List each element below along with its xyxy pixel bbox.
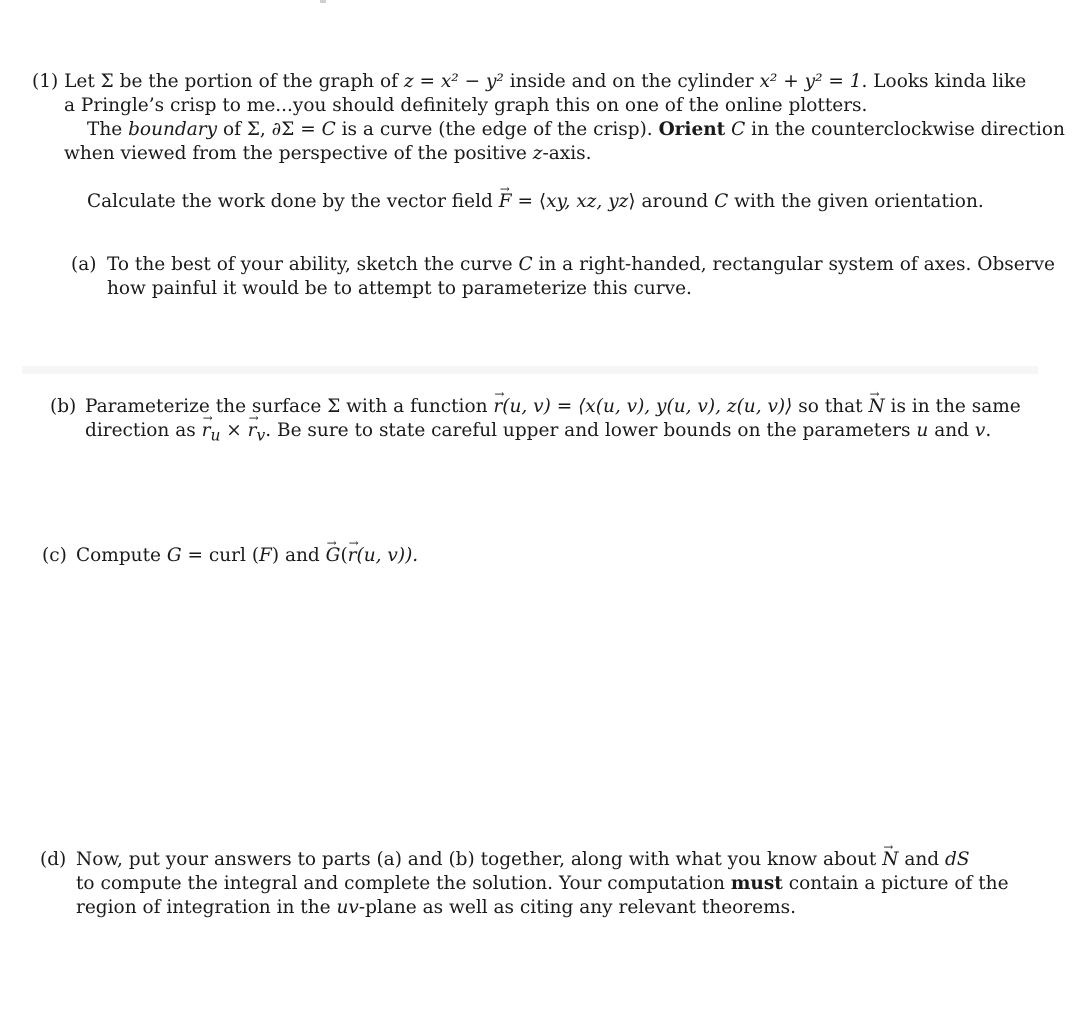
part-d: (d) Now, put your answers to parts (a) and (b) together, along with what you know about → N and dS to compute the integral and complete the solution. Your computation must contain a picture of the region of integration in the uv-plane as well as citing any relevant theorems. bbox=[40, 848, 1009, 920]
part-a-label: (a) bbox=[71, 254, 97, 275]
part-a: (a) To the best of your ability, sketch the curve C in a right-handed, rectangular system of axes. Observe how painful it would be to attempt to parameterize this curve. bbox=[71, 254, 1055, 299]
boundary-word: boundary bbox=[128, 119, 218, 140]
problem-line-3: The boundary of Σ, ∂Σ = C is a curve (the edge of the crisp). Orient C in the counterclockwise direction bbox=[87, 119, 1065, 140]
surface-element-dS: dS bbox=[945, 849, 970, 870]
part-b-label: (b) bbox=[50, 396, 77, 417]
part-d-label: (d) bbox=[40, 849, 67, 870]
problem-line-4: when viewed from the perspective of the positive z-axis. bbox=[64, 143, 592, 164]
equation-surface: z = x² − y² bbox=[403, 71, 504, 92]
vector-field-components: xy, xz, yz bbox=[546, 191, 629, 212]
problem-statement bbox=[32, 70, 1065, 214]
problem-line-1: (1) Let Σ be the portion of the graph of z = x² − y² inside and on the cylinder x² + y² = 1. Looks kinda like bbox=[32, 71, 1027, 92]
problem-work-line: Calculate the work done by the vector field → F = ⟨xy, xz, yz⟩ around C with the given orientation. bbox=[32, 190, 1065, 214]
must-word: must bbox=[730, 873, 783, 894]
vector-F: → F bbox=[499, 190, 512, 214]
part-a-line-2: how painful it would be to attempt to parameterize this curve. bbox=[107, 278, 692, 299]
part-b: (b) Parameterize the surface Σ with a function → r(u, v) = ⟨x(u, v), y(u, v), z(u, v)⟩ so that → N is in the same direction as → $r_u$ × → $r_v$. Be sure to state careful upper and lower bounds on the parameters u and v. bbox=[50, 395, 1021, 448]
orient-word: Orient bbox=[658, 119, 726, 140]
problem-line-2: a Pringle’s crisp to me...you should definitely graph this on one of the online plotters. bbox=[64, 95, 868, 116]
part-c: (c) Compute G = curl (F) and → G(→ r(u, v)). bbox=[42, 544, 418, 568]
part-c-label: (c) bbox=[42, 545, 67, 566]
scan-band bbox=[22, 366, 1038, 374]
problem-number: (1) bbox=[32, 71, 59, 92]
normal-N: → N bbox=[868, 395, 884, 419]
equation-cylinder: x² + y² = 1 bbox=[759, 71, 862, 92]
parameterization: (u, v) = ⟨x(u, v), y(u, v), z(u, v)⟩ bbox=[502, 396, 793, 417]
top-edge-mark bbox=[320, 0, 326, 3]
